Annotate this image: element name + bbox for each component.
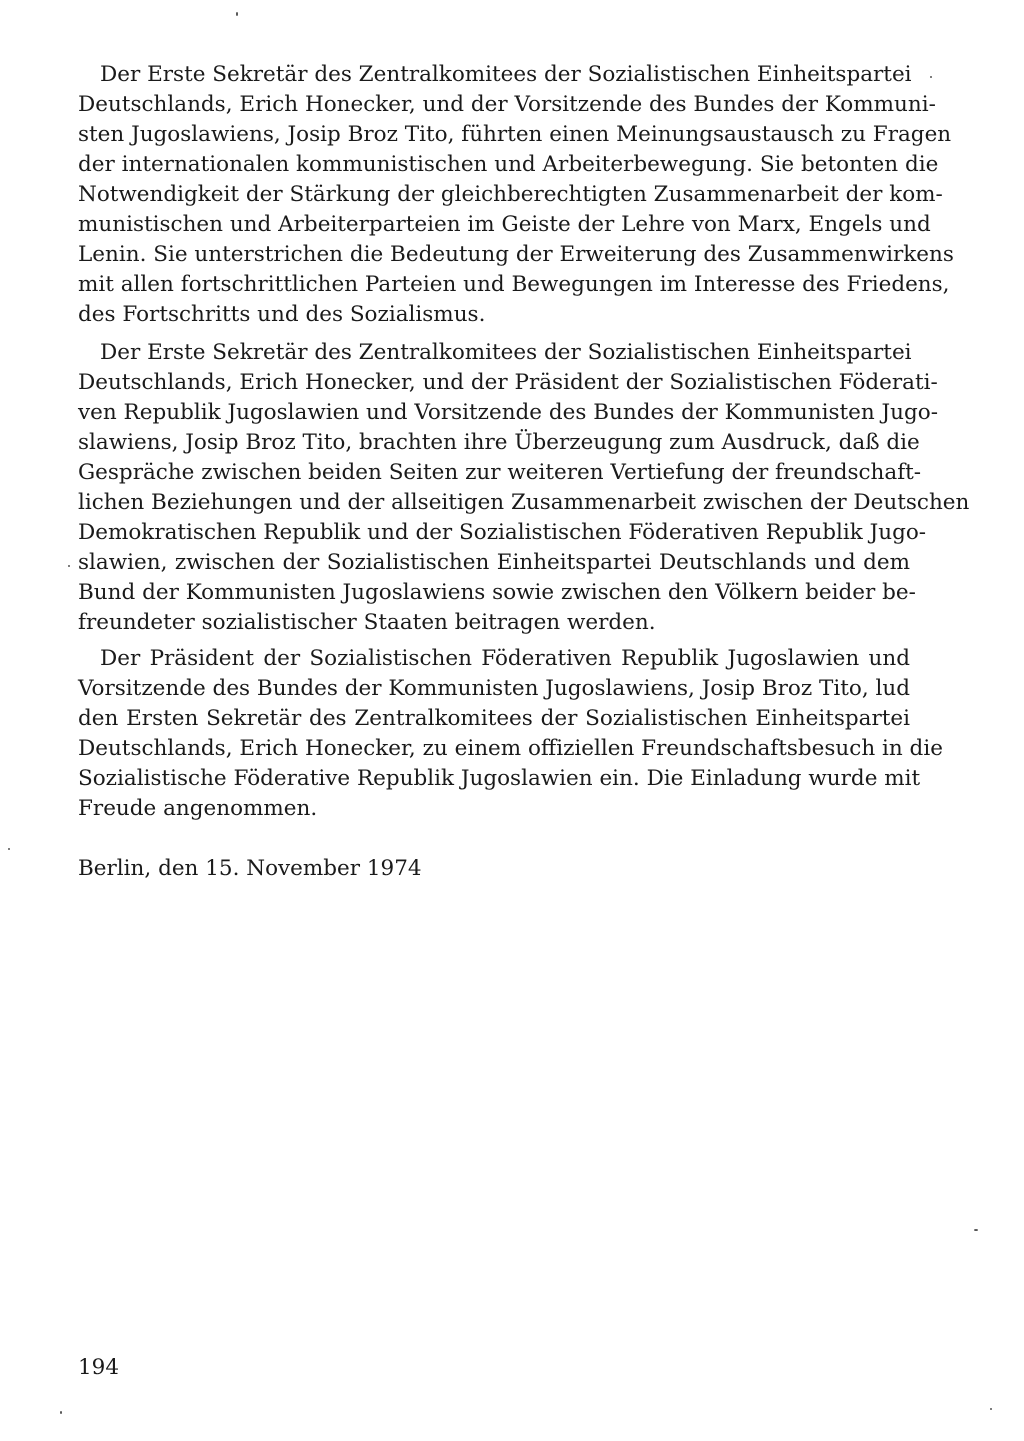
text-line: munistischen und Arbeiterparteien im Geiste der Lehre von Marx, Engels und <box>78 212 931 237</box>
paragraph-conviction <box>78 338 970 638</box>
text-line: slawien, zwischen der Sozialistischen Einheitspartei Deutschlands und dem <box>78 550 910 575</box>
scan-speck <box>974 1229 978 1231</box>
scan-speck <box>236 12 238 16</box>
paragraph-meeting-exchange <box>78 60 954 330</box>
text-line: freundeter sozialistischer Staaten beitragen werden. <box>78 610 656 635</box>
text-line: Bund der Kommunisten Jugoslawiens sowie zwischen den Völkern beider be- <box>78 580 916 605</box>
text-line: den Ersten Sekretär des Zentralkomitees der Sozialistischen Einheitspartei <box>78 706 910 731</box>
page-number: 194 <box>78 1355 120 1380</box>
text-line: ven Republik Jugoslawien und Vorsitzende des Bundes der Kommunisten Jugo- <box>78 400 938 425</box>
text-line: der internationalen kommunistischen und Arbeiterbewegung. Sie betonten die <box>78 152 939 177</box>
text-line: Deutschlands, Erich Honecker, und der Vorsitzende des Bundes der Kommuni- <box>78 92 936 117</box>
text-line: Vorsitzende des Bundes der Kommunisten Jugoslawiens, Josip Broz Tito, lud <box>78 676 910 701</box>
text-line: Deutschlands, Erich Honecker, und der Präsident der Sozialistischen Föderati- <box>78 370 938 395</box>
paragraph-invitation <box>78 644 943 824</box>
scan-speck <box>930 76 932 78</box>
text-line: Freude angenommen. <box>78 796 318 821</box>
text-line: Gespräche zwischen beiden Seiten zur weiteren Vertiefung der freundschaft- <box>78 460 922 485</box>
text-line: Der Erste Sekretär des Zentralkomitees der Sozialistischen Einheitspartei <box>100 62 912 87</box>
text-line: Demokratischen Republik und der Sozialistischen Föderativen Republik Jugo- <box>78 520 927 545</box>
text-line: mit allen fortschrittlichen Parteien und Bewegungen im Interesse des Friedens, <box>78 272 950 297</box>
text-line: slawiens, Josip Broz Tito, brachten ihre Überzeugung zum Ausdruck, daß die <box>78 430 920 455</box>
text-line: des Fortschritts und des Sozialismus. <box>78 302 486 327</box>
scan-speck <box>60 1411 62 1414</box>
scan-speck <box>68 565 70 567</box>
text-line: Notwendigkeit der Stärkung der gleichberechtigten Zusammenarbeit der kom- <box>78 182 943 207</box>
text-line: Der Erste Sekretär des Zentralkomitees der Sozialistischen Einheitspartei <box>100 340 912 365</box>
scan-speck <box>8 848 10 850</box>
text-line: Lenin. Sie unterstrichen die Bedeutung der Erweiterung des Zusammenwirkens <box>78 242 954 267</box>
place-and-date: Berlin, den 15. November 1974 <box>78 856 422 881</box>
text-line: Sozialistische Föderative Republik Jugoslawien ein. Die Einladung wurde mit <box>78 766 921 791</box>
text-line: Deutschlands, Erich Honecker, zu einem offiziellen Freundschaftsbesuch in die <box>78 736 943 761</box>
text-line: Der Präsident der Sozialistischen Föderativen Republik Jugoslawien und <box>100 646 910 671</box>
text-line: sten Jugoslawiens, Josip Broz Tito, führten einen Meinungsaustausch zu Fragen <box>78 122 952 147</box>
text-line: lichen Beziehungen und der allseitigen Zusammenarbeit zwischen der Deutschen <box>78 490 970 515</box>
scan-speck <box>990 1408 992 1410</box>
